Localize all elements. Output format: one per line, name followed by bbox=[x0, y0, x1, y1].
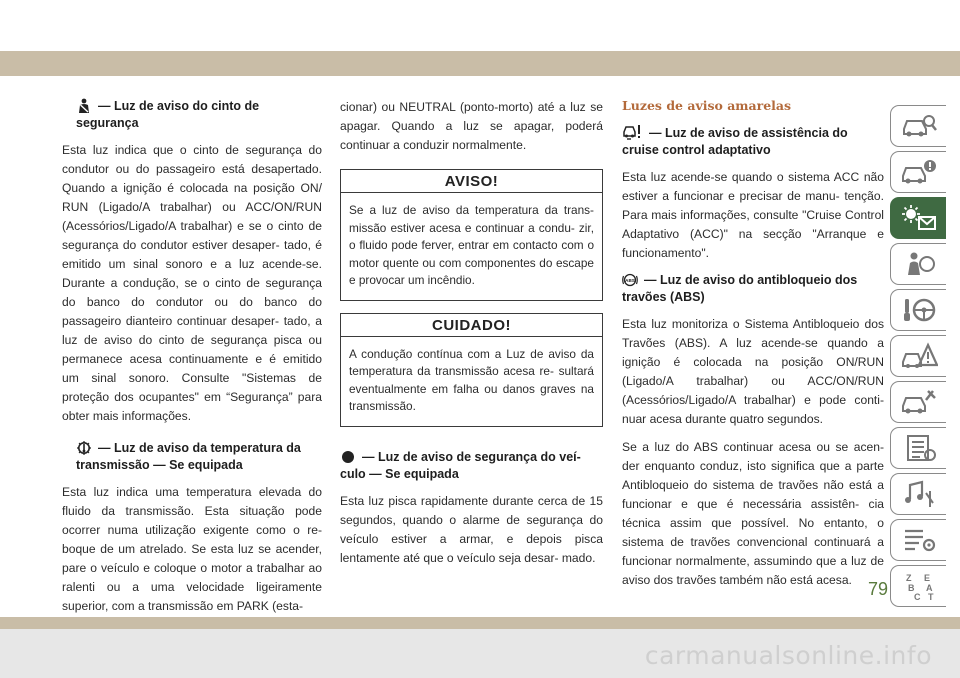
car-service-icon bbox=[900, 387, 938, 417]
seatbelt-heading-text: — Luz de aviso do cinto de segurança bbox=[76, 99, 260, 130]
steering-key-icon bbox=[900, 295, 938, 325]
tab-warning-lights[interactable] bbox=[890, 197, 946, 239]
index-letter: T bbox=[927, 592, 933, 601]
caution-box bbox=[340, 313, 603, 427]
caution-box-title: CUIDADO! bbox=[341, 314, 602, 337]
chapter-tabs bbox=[890, 105, 946, 611]
index-letter: B bbox=[907, 583, 914, 593]
vehicle-security-heading bbox=[340, 449, 603, 483]
roadside-warning-icon bbox=[900, 341, 938, 371]
settings-list-icon bbox=[900, 525, 938, 555]
trans-temp-heading bbox=[62, 440, 322, 474]
tab-multimedia[interactable] bbox=[890, 473, 946, 515]
index-letter: E bbox=[923, 573, 930, 583]
acc-service-icon bbox=[622, 123, 643, 141]
warning-box bbox=[340, 169, 603, 301]
index-letter: A bbox=[925, 583, 932, 593]
multimedia-icon bbox=[900, 479, 938, 509]
tab-checklist[interactable] bbox=[890, 427, 946, 469]
warning-lights-icon bbox=[900, 203, 938, 233]
warning-box-text: Se a luz de aviso da temperatura da trans- missão estiver acesa e continuar a condu- zir, o fluido pode ferver, entrar em contacto com o motor quente ou com componentes do escape e provocar um incêndio. bbox=[349, 203, 594, 287]
abs-paragraph-2: Se a luz do ABS continuar acesa ou se acen- der enquanto conduz, isto significa que a parte Antibloqueio do sistema de travões não está a funcionar e que é necessária assistên- cia técnica assim que possível. No entanto, o sistema de travões convencional continuará a funcionar normalmente, assumindo que a luz de aviso dos travões também não está acesa. bbox=[622, 440, 884, 587]
trans-temp-paragraph: Esta luz indica uma temperatura elevada do fluido da transmissão. Esta situação pode ocorrer numa utilização exigente como o re- boque de um atrelado. Se esta luz se acender, pare o veículo e coloque o motor a trabalhar ao ralenti ou a uma velocidade ligeiramente superior, com a transmissão em PARK (esta- bbox=[62, 485, 322, 613]
abs-heading-text: — Luz de aviso do antibloqueio dos travões (ABS) bbox=[622, 273, 858, 304]
abs-heading bbox=[622, 272, 884, 306]
amber-lights-title: Luzes de aviso amarelas bbox=[622, 98, 792, 113]
bottom-tan-stripe bbox=[0, 617, 960, 629]
watermark: carmanualsonline.info bbox=[644, 641, 932, 670]
vehicle-security-icon bbox=[340, 449, 356, 465]
car-info-icon bbox=[900, 157, 938, 187]
top-band bbox=[0, 0, 960, 76]
column-2 bbox=[340, 98, 603, 577]
abs-icon bbox=[622, 272, 638, 288]
acc-heading bbox=[622, 123, 884, 159]
acc-heading-text: — Luz de aviso de assistência do cruise control adaptativo bbox=[622, 126, 848, 157]
column-3 bbox=[622, 98, 884, 599]
caution-box-text: A condução contínua com a Luz de aviso da temperatura da transmissão acesa re- sultará eventualmente em falha ou danos graves na transmissão. bbox=[349, 346, 594, 413]
tab-car-search[interactable] bbox=[890, 105, 946, 147]
tab-roadside-warning[interactable] bbox=[890, 335, 946, 377]
vehicle-security-paragraph: Esta luz pisca rapidamente durante cerca de 15 segundos, quando o alarme de segurança do veículo estiver a armar, e depois pisca lentamente até que o veículo seja desar- mado. bbox=[340, 493, 603, 565]
index-letters-icon bbox=[900, 571, 938, 601]
tab-steering-key[interactable] bbox=[890, 289, 946, 331]
transmission-temp-icon bbox=[76, 440, 92, 456]
page-number: 79 bbox=[868, 579, 889, 599]
vehicle-security-heading-text: — Luz de aviso de segurança do veí- culo — Se equipada bbox=[340, 449, 581, 481]
warning-box-title: AVISO! bbox=[341, 170, 602, 193]
trans-temp-heading-text: — Luz de aviso da temperatura da transmissão — Se equipada bbox=[76, 441, 301, 472]
abs-paragraph-1: Esta luz monitoriza o Sistema Antibloqueio dos Travões (ABS). A luz acende-se quando a ignição é colocada na posição ON/RUN (Ligado/A trabalhar) ou ACC/ON/RUN (Acessórios/Ligado/A trabalhar) e pode conti- nuar acesa durante quatro segundos. bbox=[622, 317, 884, 426]
seatbelt-icon bbox=[76, 98, 92, 114]
tab-settings-list[interactable] bbox=[890, 519, 946, 561]
tab-car-service[interactable] bbox=[890, 381, 946, 423]
tab-airbag[interactable] bbox=[890, 243, 946, 285]
index-letter: Z bbox=[905, 573, 911, 583]
svg-text:ABS: ABS bbox=[625, 278, 635, 283]
tab-car-info[interactable] bbox=[890, 151, 946, 193]
tab-index[interactable] bbox=[890, 565, 946, 607]
seatbelt-paragraph: Esta luz indica que o cinto de segurança do condutor ou do passageiro está desapertado. Quando a ignição é colocada na posição ON/ RUN (Ligado/A trabalhar) ou ACC/ON/RUN (Acessórios/Ligado/A trabalhar) e se o cinto de segurança do condutor estiver desaper- tado, é emitido um sinal sonoro e a luz acende-se. Durante a condução, se o cinto de segurança do banco do condutor ou do banco do passageiro dianteiro continuar desaper- tado, a luz de aviso do cinto de segurança pisca ou permanece acesa continuamente e é emitido um sinal sonoro. Consulte "Sistemas de proteção dos ocupantes" em “Segurança” para obter mais informações. bbox=[62, 143, 322, 423]
seatbelt-heading bbox=[62, 98, 322, 132]
airbag-icon bbox=[900, 249, 938, 279]
trans-continued-paragraph: cionar) ou NEUTRAL (ponto-morto) até a luz se apagar. Quando a luz se apagar, poderá continuar a conduzir normalmente. bbox=[340, 100, 603, 152]
index-letter: C bbox=[913, 592, 920, 601]
top-tan-stripe bbox=[0, 51, 960, 76]
car-search-icon bbox=[900, 111, 938, 141]
checklist-icon bbox=[900, 433, 938, 463]
acc-paragraph: Esta luz acende-se quando o sistema ACC não estiver a funcionar e precisar de manu- tenção. Para mais informações, consulte "Cruise Control Adaptativo (ACC)" na secção "Arranque e funcionamento". bbox=[622, 170, 884, 260]
bottom-band bbox=[0, 617, 960, 678]
column-1 bbox=[62, 98, 322, 625]
